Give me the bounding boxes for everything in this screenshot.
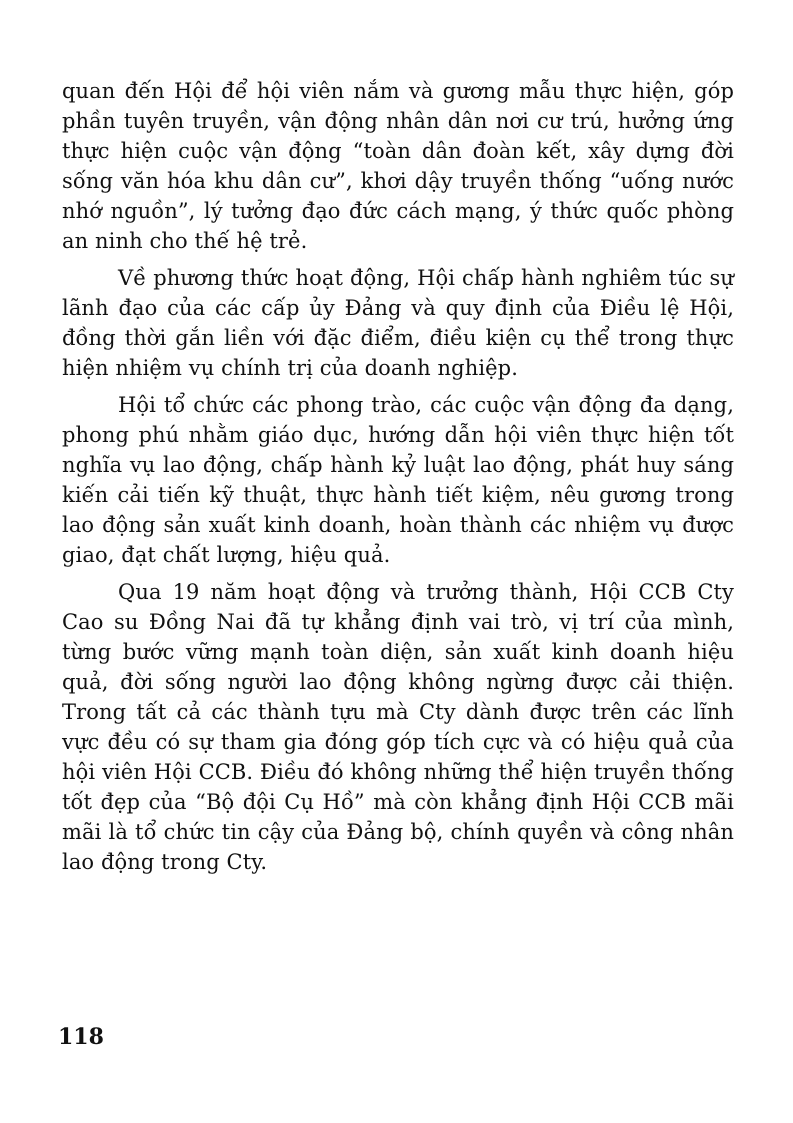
page-body [62, 76, 734, 877]
paragraph-movements: Hội tổ chức các phong trào, các cuộc vận động đa dạng, phong phú nhằm giáo dục, hướng dẫn hội viên thực hiện tốt nghĩa vụ lao động, chấp hành kỷ luật lao động, phát huy sáng kiến cải tiến kỹ thuật, thực hành tiết kiệm, nêu gương trong lao động sản xuất kinh doanh, hoàn thành các nhiệm vụ được giao, đạt chất lượng, hiệu quả. [62, 393, 734, 567]
paragraph-operating-method: Về phương thức hoạt động, Hội chấp hành nghiêm túc sự lãnh đạo của các cấp ủy Đảng và quy định của Điều lệ Hội, đồng thời gắn liền với đặc điểm, điều kiện cụ thể trong thực hiện nhiệm vụ chính trị của doanh nghiệp. [62, 266, 734, 380]
paragraph-continuation: quan đến Hội để hội viên nắm và gương mẫu thực hiện, góp phần tuyên truyền, vận động nhân dân nơi cư trú, hưởng ứng thực hiện cuộc vận động “toàn dân đoàn kết, xây dựng đời sống văn hóa khu dân cư”, khơi dậy truyền thống “uống nước nhớ nguồn”, lý tưởng đạo đức cách mạng, ý thức quốc phòng an ninh cho thế hệ trẻ. [62, 79, 734, 253]
page-number: 118 [58, 1024, 104, 1050]
paragraph-achievements: Qua 19 năm hoạt động và trưởng thành, Hội CCB Cty Cao su Đồng Nai đã tự khẳng định vai trò, vị trí của mình, từng bước vững mạnh toàn diện, sản xuất kinh doanh hiệu quả, đời sống người lao động không ngừng được cải thiện. Trong tất cả các thành tựu mà Cty dành được trên các lĩnh vực đều có sự tham gia đóng góp tích cực và có hiệu quả của hội viên Hội CCB. Điều đó không những thể hiện truyền thống tốt đẹp của “Bộ đội Cụ Hồ” mà còn khẳng định Hội CCB mãi mãi là tổ chức tin cậy của Đảng bộ, chính quyền và công nhân lao động trong Cty. [62, 580, 734, 874]
